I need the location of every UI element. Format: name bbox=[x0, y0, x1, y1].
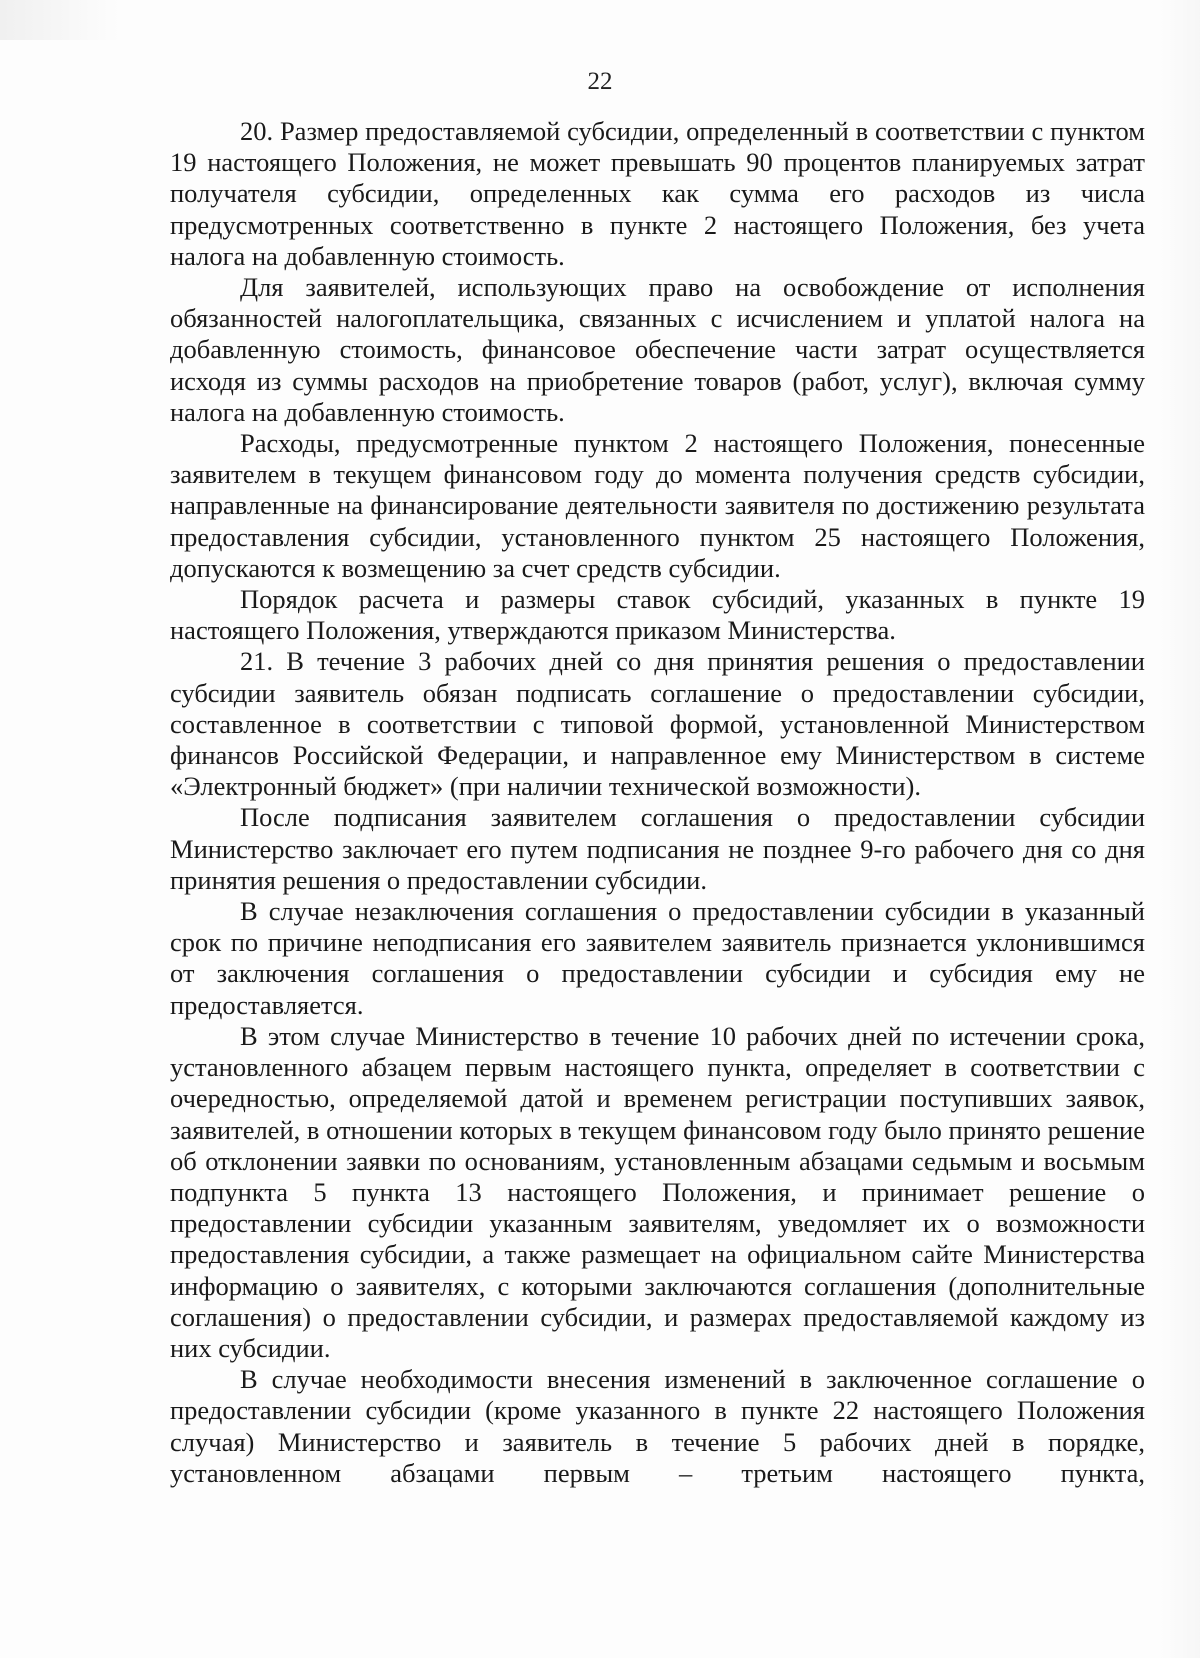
scan-noise-right bbox=[1160, 0, 1200, 1658]
page-number: 22 bbox=[587, 68, 613, 95]
paragraph: 21. В течение 3 рабочих дней со дня принятия решения о предоставлении субсидии заявитель обязан подписать соглашение о предоставлении субсидии, составленное в соответствии с типовой формой, установленной Министерством финансов Российской Федерации, и направленное ему Министерством в системе «Электронный бюджет» (при наличии технической возможности). bbox=[170, 646, 1145, 802]
paragraph-continued: В случае необходимости внесения изменений в заключенное соглашение о предоставлении субсидии (кроме указанного в пункте 22 настоящего Положения случая) Министерство и заявитель в течение 5 рабочих дней в порядке, установленном абзацами первым – третьим настоящего пункта, bbox=[170, 1364, 1145, 1488]
paragraph: После подписания заявителем соглашения о предоставлении субсидии Министерство заключает его путем подписания не позднее 9-го рабочего дня со дня принятия решения о предоставлении субсидии. bbox=[170, 802, 1145, 895]
paragraph: Порядок расчета и размеры ставок субсидий, указанных в пункте 19 настоящего Положения, утверждаются приказом Министерства. bbox=[170, 584, 1145, 646]
paragraph: 20. Размер предоставляемой субсидии, определенный в соответствии с пунктом 19 настоящего Положения, не может превышать 90 процентов планируемых затрат получателя субсидии, определенных как сумма его расходов из числа предусмотренных соответственно в пункте 2 настоящего Положения, без учета налога на добавленную стоимость. bbox=[170, 116, 1145, 271]
document-body bbox=[170, 116, 1145, 1489]
scan-noise bbox=[0, 0, 120, 40]
paragraph: Для заявителей, использующих право на освобождение от исполнения обязанностей налогоплательщика, связанных с исчислением и уплатой налога на добавленную стоимость, финансовое обеспечение части затрат осуществляется исходя из суммы расходов на приобретение товаров (работ, услуг), включая сумму налога на добавленную стоимость. bbox=[170, 272, 1145, 427]
paragraph: В случае незаключения соглашения о предоставлении субсидии в указанный срок по причине неподписания его заявителем заявитель признается уклонившимся от заключения соглашения о предоставлении субсидии и субсидия ему не предоставляется. bbox=[170, 896, 1145, 1020]
paragraph: Расходы, предусмотренные пунктом 2 настоящего Положения, понесенные заявителем в текущем финансовом году до момента получения средств субсидии, направленные на финансирование деятельности заявителя по достижению результата предоставления субсидии, установленного пунктом 25 настоящего Положения, допускаются к возмещению за счет средств субсидии. bbox=[170, 428, 1145, 583]
paragraph: В этом случае Министерство в течение 10 рабочих дней по истечении срока, установленного абзацем первым настоящего пункта, определяет в соответствии с очередностью, определяемой датой и временем регистрации поступивших заявок, заявителей, в отношении которых в текущем финансовом году было принято решение об отклонении заявки по основаниям, установленным абзацами седьмым и восьмым подпункта 5 пункта 13 настоящего Положения, и принимает решение о предоставлении субсидии указанным заявителям, уведомляет их о возможности предоставления субсидии, а также размещает на официальном сайте Министерства информацию о заявителях, с которыми заключаются соглашения (дополнительные соглашения) о предоставлении субсидии, и размерах предоставляемой каждому из них субсидии. bbox=[170, 1020, 1145, 1363]
